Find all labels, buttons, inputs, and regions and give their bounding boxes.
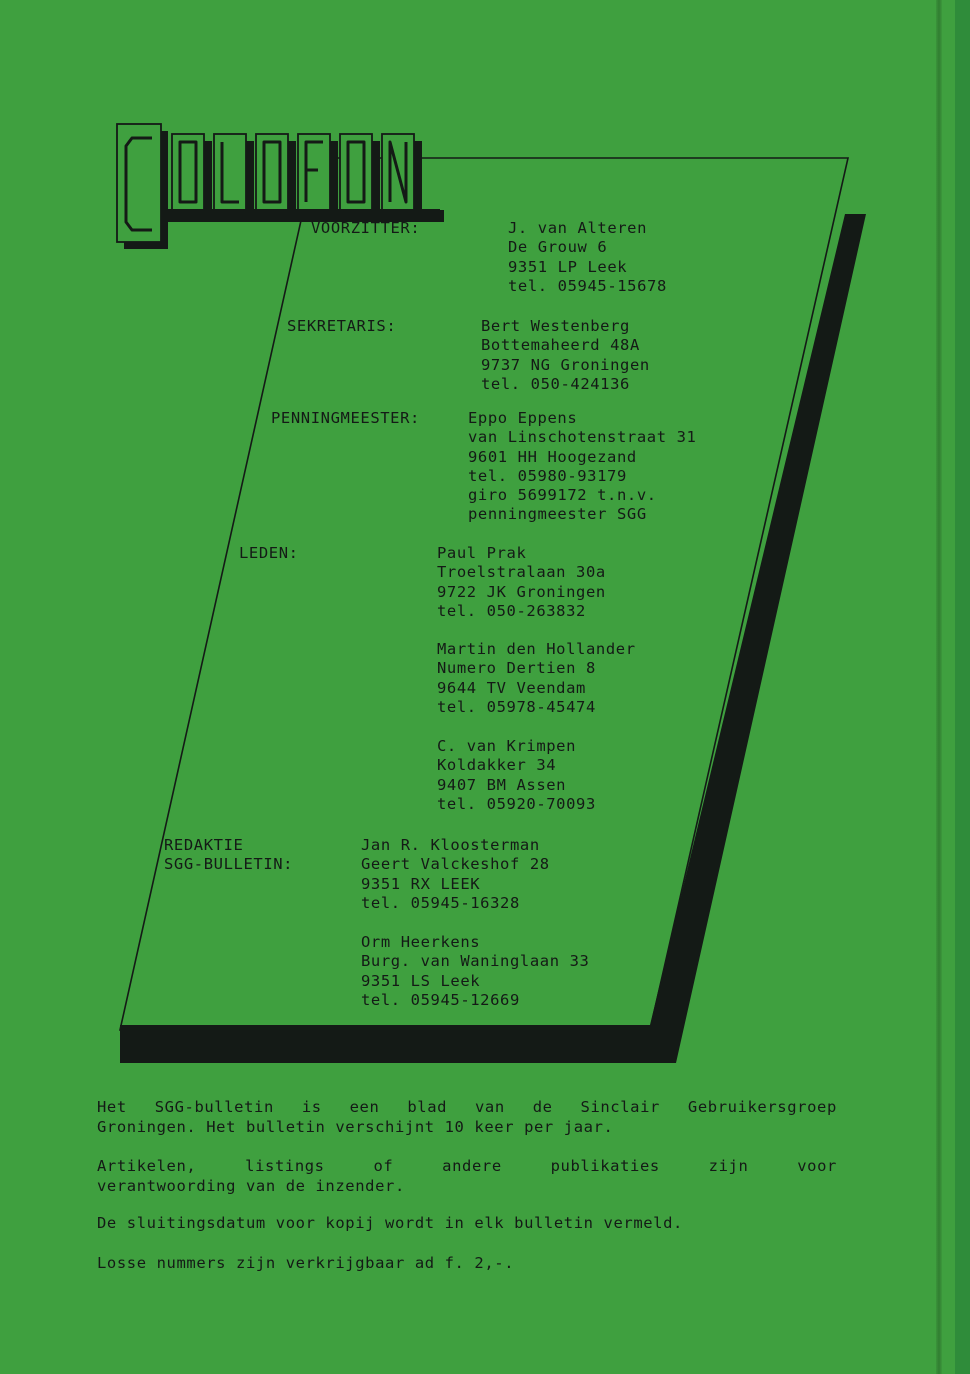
address-line: J. van Alteren: [508, 219, 648, 237]
address-line: 9644 TV Veendam: [437, 678, 586, 697]
role-redaktie-line2: SGG-BULLETIN:: [164, 855, 294, 874]
leden-member-1: [437, 544, 606, 621]
penningmeester-address: [468, 409, 696, 525]
word: voor: [797, 1157, 837, 1175]
word: SGG-bulletin: [154, 1098, 274, 1116]
footer-p2-line2: verantwoording van de inzender.: [97, 1177, 405, 1195]
address-line: van Linschotenstraat 31: [468, 428, 697, 447]
address-line: tel. 05945-12669: [361, 990, 520, 1009]
footer-paragraph-1: [97, 1097, 837, 1137]
word: of: [373, 1157, 394, 1175]
word: andere: [442, 1157, 502, 1175]
voorzitter-address: [508, 219, 667, 296]
address-line: tel. 05980-93179: [468, 466, 627, 485]
role-penningmeester: PENNINGMEESTER:: [271, 409, 420, 427]
address-line: tel. 05978-45474: [437, 697, 596, 716]
address-line: giro 5699172 t.n.v.: [468, 486, 657, 505]
address-line: 9407 BM Assen: [437, 775, 567, 794]
role-leden: LEDEN:: [239, 544, 299, 562]
address-line: Paul Prak: [437, 544, 527, 562]
address-line: Jan R. Kloosterman: [361, 836, 540, 854]
address-line: Geert Valckeshof 28: [361, 855, 550, 874]
footer-p1-line1: [97, 1097, 837, 1117]
address-line: C. van Krimpen: [437, 737, 577, 755]
footer-p1-line2: Groningen. Het bulletin verschijnt 10 keer per jaar.: [97, 1118, 614, 1136]
address-line: tel. 05945-16328: [361, 893, 520, 912]
address-line: 9601 HH Hoogezand: [468, 447, 637, 466]
address-line: penningmeester SGG: [468, 505, 647, 524]
address-line: tel. 05945-15678: [508, 276, 667, 295]
role-voorzitter: VOORZITTER:: [311, 219, 421, 237]
word: is: [301, 1098, 322, 1116]
role-redaktie: [164, 836, 293, 875]
word: Artikelen,: [97, 1157, 197, 1175]
address-line: Burg. van Waninglaan 33: [361, 952, 590, 971]
address-line: tel. 05920-70093: [437, 794, 596, 813]
address-line: Bottemaheerd 48A: [481, 336, 640, 355]
word: Het: [97, 1098, 127, 1116]
address-line: Eppo Eppens: [468, 409, 578, 427]
address-line: Bert Westenberg: [481, 317, 630, 335]
word: publikaties: [550, 1157, 660, 1175]
address-line: tel. 050-263832: [437, 601, 586, 620]
address-line: Koldakker 34: [437, 756, 557, 775]
role-redaktie-line1: REDAKTIE: [164, 836, 244, 854]
redaktie-member-1: [361, 836, 550, 913]
word: blad: [407, 1098, 448, 1116]
address-line: tel. 050-424136: [481, 374, 630, 393]
address-line: Numero Dertien 8: [437, 659, 596, 678]
word: een: [349, 1098, 380, 1116]
role-sekretaris: SEKRETARIS:: [287, 317, 397, 335]
word: listings: [245, 1157, 325, 1175]
redaktie-member-2: [361, 933, 589, 1010]
address-line: De Grouw 6: [508, 238, 608, 257]
word: van: [475, 1098, 505, 1116]
word: zijn: [708, 1157, 749, 1175]
address-line: Troelstralaan 30a: [437, 563, 606, 582]
leden-member-2: [437, 640, 636, 717]
footer-paragraph-4: Losse nummers zijn verkrijgbaar ad f. 2,-.: [97, 1254, 515, 1272]
footer-paragraph-3: De sluitingsdatum voor kopij wordt in elk bulletin vermeld.: [97, 1214, 683, 1232]
footer-p2-line1: [97, 1156, 837, 1176]
address-line: 9737 NG Groningen: [481, 355, 650, 374]
address-line: Martin den Hollander: [437, 640, 636, 658]
leden-member-3: [437, 737, 596, 814]
word: Gebruikersgroep: [687, 1098, 837, 1116]
address-line: Orm Heerkens: [361, 933, 481, 951]
word: de: [532, 1098, 553, 1116]
address-line: 9351 RX LEEK: [361, 874, 481, 893]
sekretaris-address: [481, 317, 650, 394]
footer-paragraph-2: [97, 1156, 837, 1196]
address-line: 9722 JK Groningen: [437, 582, 606, 601]
address-line: 9351 LS Leek: [361, 971, 481, 990]
word: Sinclair: [580, 1098, 660, 1116]
address-line: 9351 LP Leek: [508, 257, 628, 276]
